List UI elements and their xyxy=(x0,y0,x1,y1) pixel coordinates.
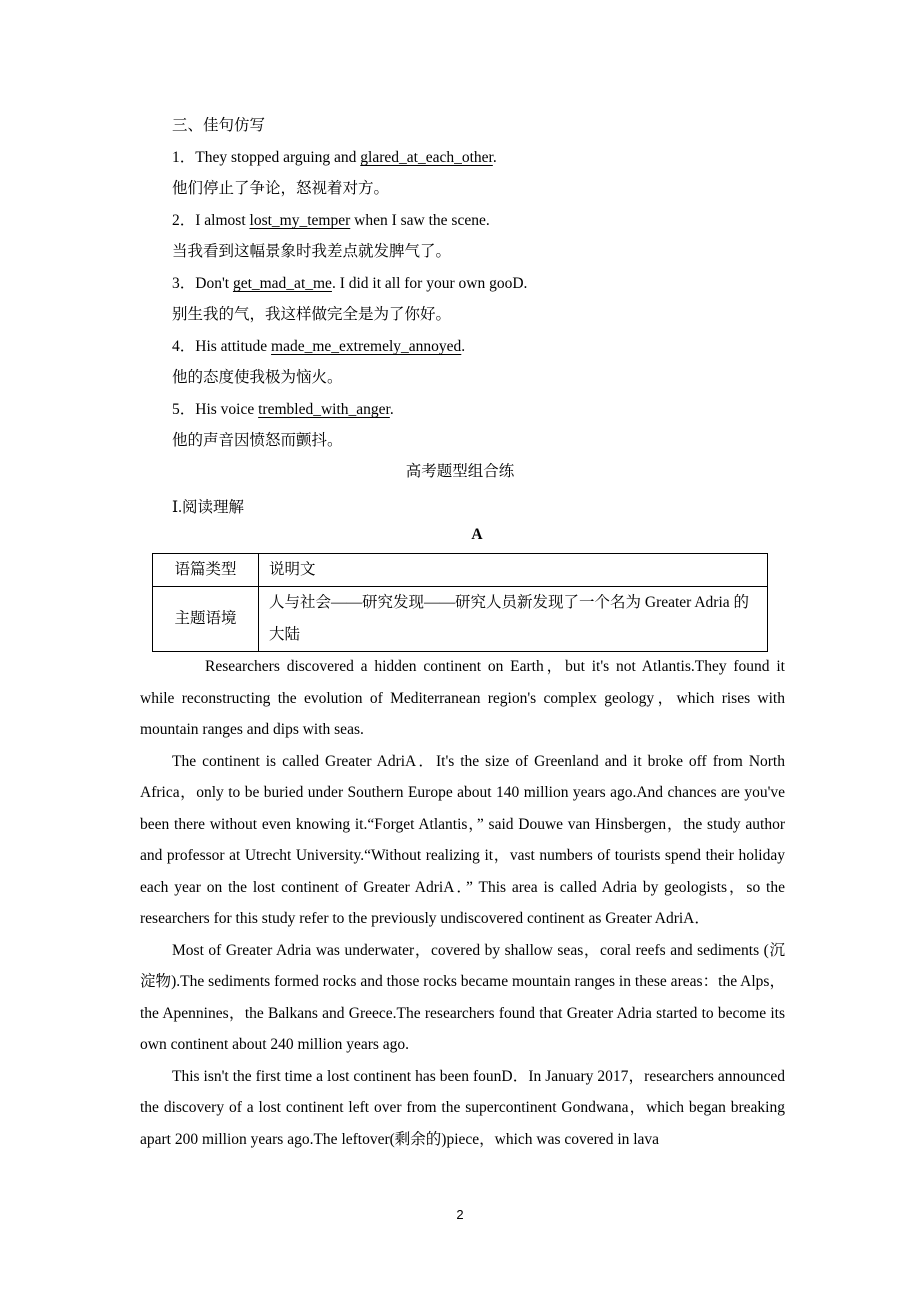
paragraph: This isn't the first time a lost continent has been founD．In January 2017，researchers announced the discovery of a lost continent left over from the supercontinent Gondwana，which began breaking apart 200 million years ago.The leftover(剩余的)piece，which was covered in lava xyxy=(140,1067,785,1148)
passage-label: A xyxy=(471,526,483,543)
sentence-3: 3．Don't get_mad_at_me. I did it all for your own gooD. xyxy=(172,275,528,292)
table-key: 主题语境 xyxy=(153,587,259,652)
table-value: 人与社会——研究发现——研究人员新发现了一个名为 Greater Adria 的大陆 xyxy=(259,587,768,652)
part-title: Ⅰ.阅读理解 xyxy=(172,499,244,516)
sentence-3-translation: 别生我的气，我这样做完全是为了你好。 xyxy=(172,306,452,323)
table-key: 语篇类型 xyxy=(153,554,259,587)
section-title: 三、佳句仿写 xyxy=(172,117,266,134)
sentence-5: 5．His voice trembled_with_anger. xyxy=(172,401,394,418)
table-value: 说明文 xyxy=(259,554,768,587)
paragraph: The continent is called Greater AdriA．It's the size of Greenland and it broke off from North Africa，only to be buried under Southern Europe about 140 million years ago.And chances are you've been there without even knowing it.“Forget Atlantis，” said Douwe van Hinsbergen，the study author and professor at Utrecht University.“Without realizing it，vast numbers of tourists spend their holiday each year on the lost continent of Greater AdriA．” This area is called Adria by geologists，so the researchers for this study refer to the previously undiscovered continent as Greater AdriA． xyxy=(140,752,785,927)
table-row xyxy=(153,554,768,587)
practice-title: 高考题型组合练 xyxy=(405,463,515,480)
sentence-5-translation: 他的声音因愤怒而颤抖。 xyxy=(172,432,343,449)
sentence-1-translation: 他们停止了争论，怒视着对方。 xyxy=(172,180,390,197)
passage-body xyxy=(140,651,785,1155)
paragraph: Researchers discovered a hidden continent on Earth，but it's not Atlantis.They found it while reconstructing the evolution of Mediterranean region's complex geology，which rises with mountain ranges and dips with seas. xyxy=(140,658,785,738)
sentence-2-translation: 当我看到这幅景象时我差点就发脾气了。 xyxy=(172,243,452,260)
sentence-4: 4．His attitude made_me_extremely_annoyed. xyxy=(172,338,466,355)
sentence-1: 1．They stopped arguing and glared_at_each_other. xyxy=(172,149,497,166)
sentence-4-translation: 他的态度使我极为恼火。 xyxy=(172,369,343,386)
table-row xyxy=(153,587,768,652)
passage-info-table xyxy=(152,553,768,652)
page-number: 2 xyxy=(456,1207,464,1222)
sentence-2: 2．I almost lost_my_temper when I saw the scene. xyxy=(172,212,490,229)
paragraph: Most of Greater Adria was underwater，covered by shallow seas，coral reefs and sediments (沉淀物).The sediments formed rocks and those rocks became mountain ranges in these areas：the Alps，the Apennines，the Balkans and Greece.The researchers found that Greater Adria started to become its own continent about 240 million years ago. xyxy=(140,941,785,1053)
